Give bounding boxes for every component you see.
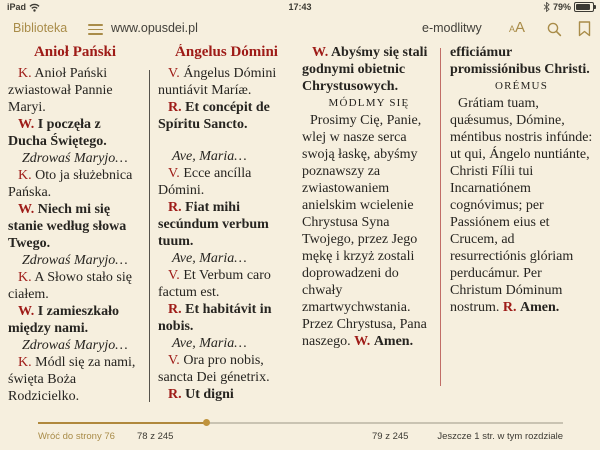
carrier-label: iPad xyxy=(7,2,27,12)
verse-marker: K. xyxy=(18,66,32,81)
rubric-line: Ave, Maria… xyxy=(172,149,247,164)
progress-thumb[interactable] xyxy=(203,419,210,426)
column-title: Ángelus Dómini xyxy=(175,44,278,60)
rubric-line: Ave, Maria… xyxy=(172,336,247,351)
column-rule-dark xyxy=(149,70,150,402)
left-page-indicator: 78 z 245 xyxy=(137,431,174,442)
verse-marker: R. xyxy=(168,302,182,317)
battery-icon xyxy=(574,2,594,12)
verse-line: R. Et concépit de Spíritu Sancto. xyxy=(158,100,270,132)
verse-marker: W. xyxy=(18,117,35,132)
section-heading: ORÉMUS xyxy=(494,80,549,92)
amen-text: Amen. xyxy=(373,334,414,349)
rubric-line: Zdrowaś Maryjo… xyxy=(22,151,128,166)
amen-text: Amen. xyxy=(520,300,560,315)
right-page-indicator: 79 z 245 xyxy=(372,431,409,442)
verse-marker: R. xyxy=(168,387,182,402)
battery-percent: 79% xyxy=(552,2,571,12)
chapter-remaining-note: Jeszcze 1 str. w tym rozdziale xyxy=(437,431,563,442)
back-to-page-link[interactable]: Wróć do strony 76 xyxy=(38,431,115,442)
page-column-3 xyxy=(302,44,436,418)
column-rule-red xyxy=(440,48,441,386)
verse-marker: K. xyxy=(18,270,32,285)
search-icon[interactable] xyxy=(547,22,562,37)
verse-line: V. Et Verbum caro factum est. xyxy=(158,268,271,300)
verse-continuation: efficiámur promissiónibus Christi. xyxy=(450,45,590,77)
page-column-1 xyxy=(8,44,142,418)
verse-line: V. Ecce ancílla Dómini. xyxy=(158,166,252,198)
verse-marker: W. xyxy=(354,334,371,349)
rubric-line: Ave, Maria… xyxy=(172,251,247,266)
page-column-4 xyxy=(450,44,593,418)
verse-line: R. Fiat mihi secúndum verbum tuum. xyxy=(158,200,269,249)
verse-line: K. Módl się za nami, święta Boża Rodzicielko. xyxy=(8,355,136,404)
verse-marker: K. xyxy=(18,355,32,370)
toolbar xyxy=(0,15,600,43)
verse-line: W. Abyśmy się stali godnymi obietnic Chrystusowych. xyxy=(302,45,428,94)
rubric-line: Zdrowaś Maryjo… xyxy=(22,338,128,353)
bluetooth-icon xyxy=(543,2,550,12)
font-size-button[interactable]: AA xyxy=(509,19,526,36)
verse-line: R. Ut digni xyxy=(168,387,234,402)
column-title: Anioł Pański xyxy=(33,44,117,60)
verse-marker: V. xyxy=(168,166,180,181)
book-title: e-modlitwy xyxy=(422,21,482,35)
verse-line: K. Anioł Pański zwiastował Pannie Maryi. xyxy=(8,66,113,115)
verse-marker: V. xyxy=(168,353,180,368)
wifi-icon xyxy=(29,3,40,12)
bookmark-icon[interactable] xyxy=(578,21,591,37)
verse-line: R. Et habitávit in nobis. xyxy=(158,302,272,334)
verse-line: W. I zamieszkało między nami. xyxy=(8,304,119,336)
verse-line: W. I poczęła z Ducha Świętego. xyxy=(8,117,107,149)
verse-line: K. Oto ja służebnica Pańska. xyxy=(8,168,133,200)
verse-marker: W. xyxy=(18,202,35,217)
verse-line: V. Ora pro nobis, sancta Dei génetrix. xyxy=(158,353,270,385)
prayer-paragraph: Grátiam tuam, quǽsumus, Dómine, méntibus nostris infúnde: ut qui, Ángelo nuntiánte, Christi Fílii tui Incarnatiónem cognóvimus; per Passiónem eius et Crucem, ad resurrectiónis glóriam perducámur. Per Christum Dóminum nostrum. R. Amen. xyxy=(450,96,593,315)
verse-marker: K. xyxy=(18,168,32,183)
book-source-url: www.opusdei.pl xyxy=(111,21,198,35)
verse-marker: R. xyxy=(502,300,517,315)
library-button[interactable]: Biblioteka xyxy=(13,21,68,35)
verse-line: K. A Słowo stało się ciałem. xyxy=(8,270,132,302)
verse-marker: R. xyxy=(168,100,182,115)
verse-line: V. Ángelus Dómini nuntiávit Maríæ. xyxy=(158,66,277,98)
verse-marker: W. xyxy=(18,304,35,319)
status-bar xyxy=(0,0,600,15)
rubric-line: Zdrowaś Maryjo… xyxy=(22,253,128,268)
section-heading: MÓDLMY SIĘ xyxy=(328,97,410,109)
contents-menu-icon[interactable] xyxy=(88,24,103,35)
clock: 17:43 xyxy=(288,2,312,12)
verse-marker: V. xyxy=(168,66,180,81)
verse-line: W. Niech mi się stanie według słowa Twego. xyxy=(8,202,127,251)
prayer-paragraph: Prosimy Cię, Panie, wlej w nasze serca swoją łaskę, abyśmy poznawszy za zwiastowaniem anielskim wcielenie Chrystusa Syna Twojego, przez Jego mękę i krzyż zostali doprowadzeni do chwały zmartwychwstania. Przez Chrystusa, Pana naszego. W. Amen. xyxy=(302,113,427,349)
verse-marker: W. xyxy=(312,45,329,60)
verse-marker: V. xyxy=(168,268,180,283)
verse-marker: R. xyxy=(168,200,182,215)
progress-done xyxy=(38,422,206,424)
page-column-2 xyxy=(158,44,295,418)
page-scrubber[interactable] xyxy=(38,420,563,428)
